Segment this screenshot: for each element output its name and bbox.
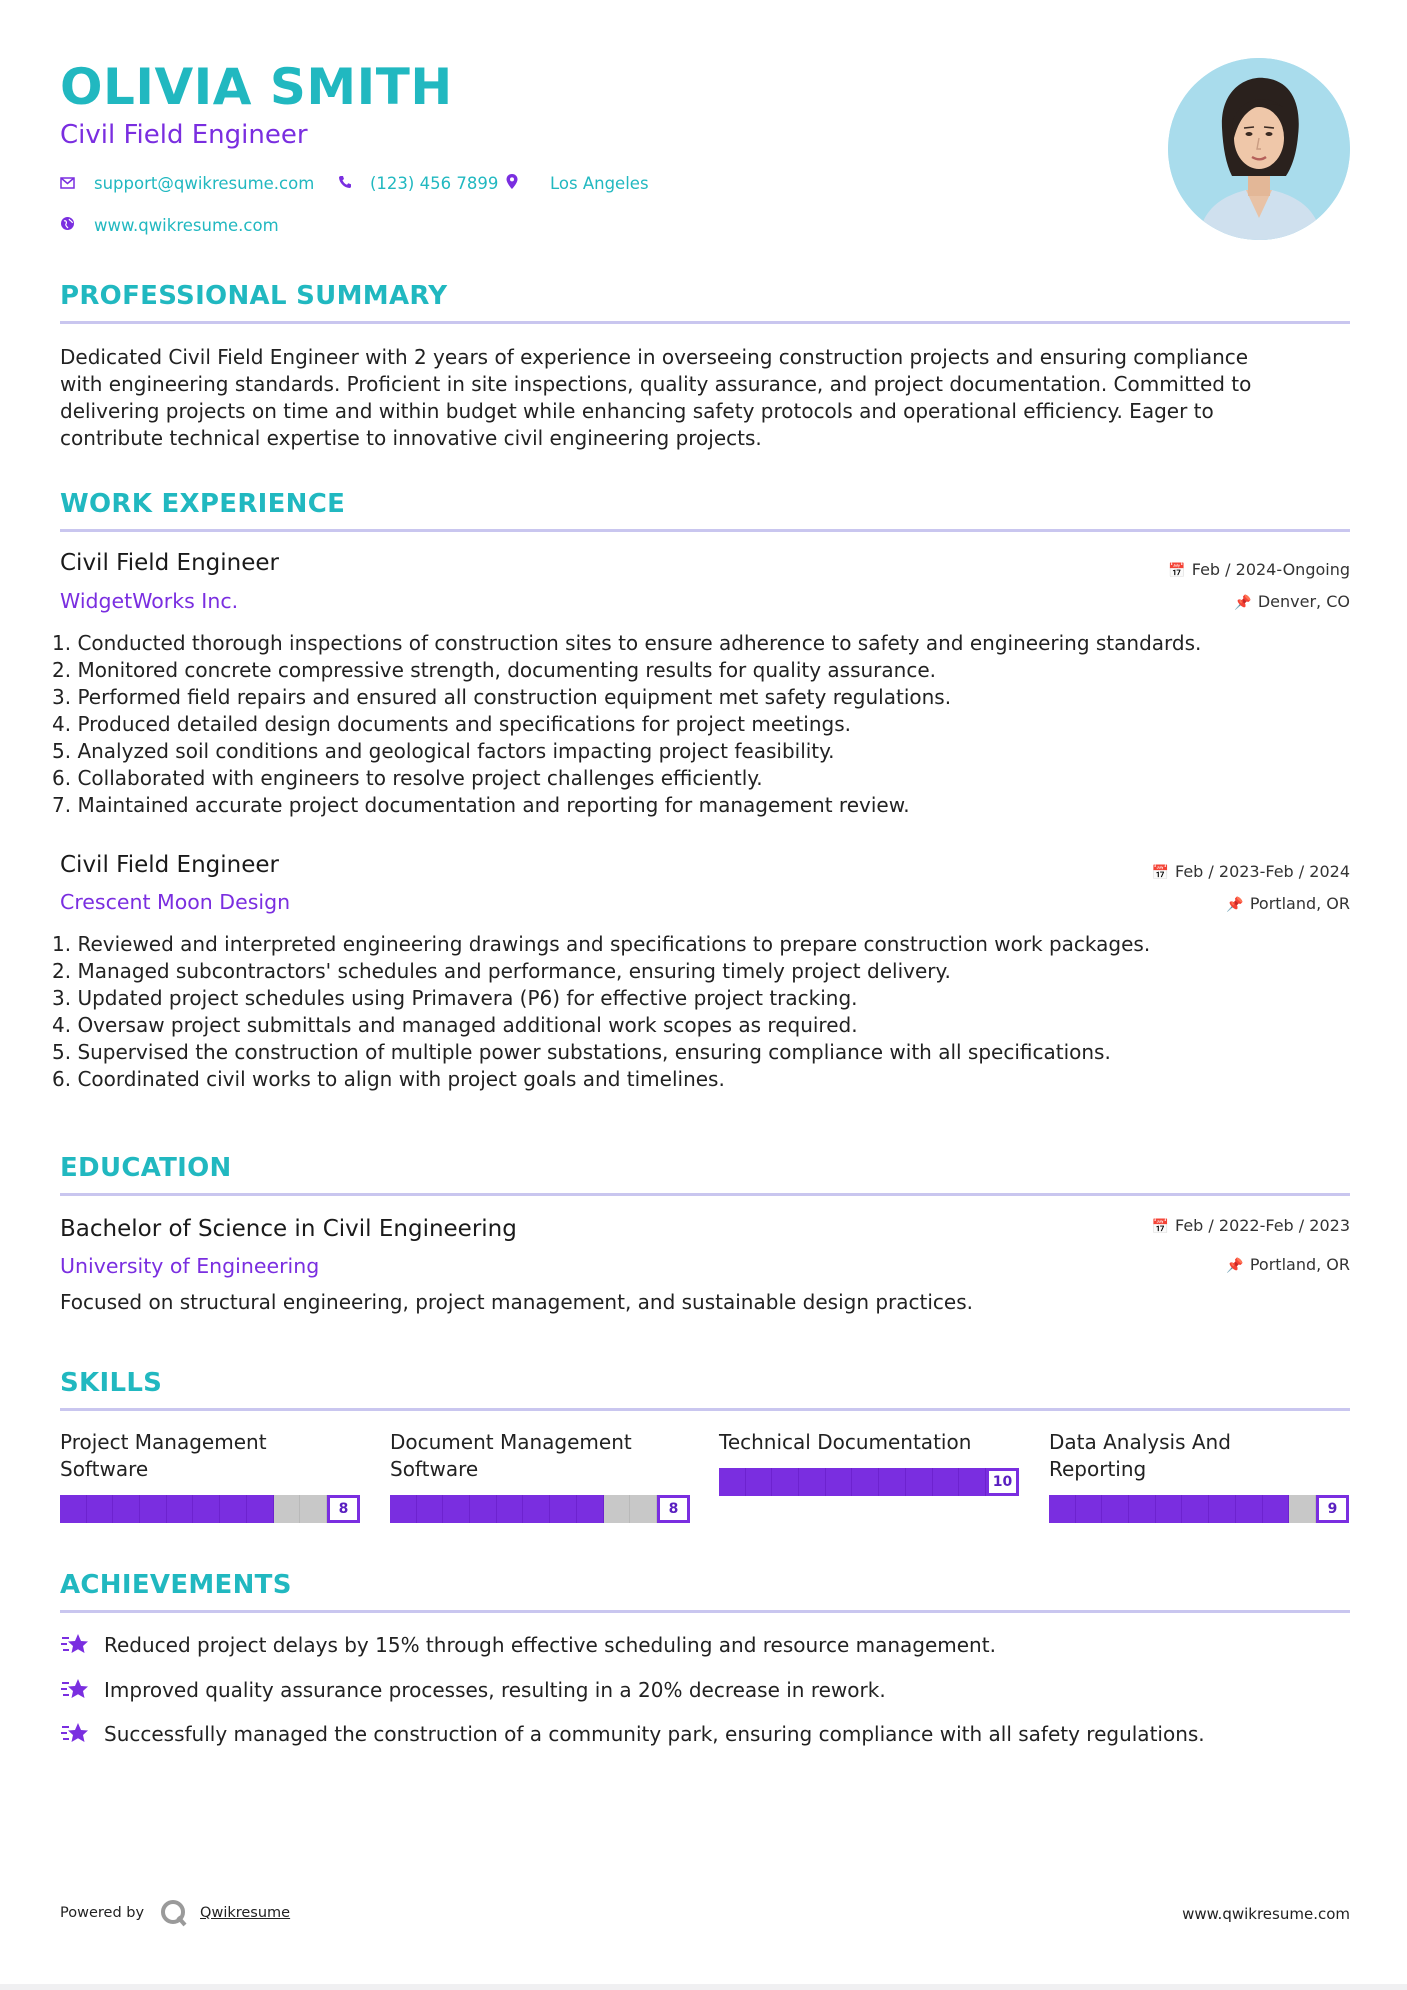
achievements-section	[60, 1570, 1350, 1613]
skill-segment-empty	[274, 1495, 301, 1523]
skill-item	[1049, 1429, 1349, 1517]
candidate-role: Civil Field Engineer	[60, 120, 308, 150]
skill-segment-filled	[140, 1495, 167, 1523]
job-location-text: Portland, OR	[1249, 894, 1350, 913]
skill-segment-filled	[826, 1468, 853, 1496]
degree-title: Bachelor of Science in Civil Engineering	[60, 1216, 517, 1242]
skill-segment-filled	[577, 1495, 604, 1523]
skill-name-line: Project Management	[60, 1430, 267, 1454]
skill-level-bar	[1049, 1495, 1349, 1523]
list-item: 6. Collaborated with engineers to resolve project challenges efficiently.	[52, 766, 763, 790]
star-icon	[60, 1632, 90, 1658]
contact-phone[interactable]	[338, 174, 498, 193]
education-description: Focused on structural engineering, project management, and sustainable design practices.	[60, 1290, 974, 1314]
education-dates	[1152, 1216, 1350, 1235]
achievement-item	[60, 1721, 1205, 1747]
skill-name-line: Software	[60, 1457, 149, 1481]
page-bottom-edge	[0, 1984, 1407, 1990]
skill-segment-filled	[417, 1495, 444, 1523]
achievement-item	[60, 1632, 996, 1658]
skill-name-line: Technical Documentation	[719, 1430, 972, 1454]
star-icon	[60, 1721, 90, 1747]
list-item: 4. Oversaw project submittals and managed additional work scopes as required.	[52, 1013, 858, 1037]
skill-segment-filled	[906, 1468, 933, 1496]
skill-level-badge: 9	[1316, 1495, 1349, 1523]
job-location-text: Denver, CO	[1257, 592, 1350, 611]
job-bullets	[52, 931, 1362, 1093]
skill-level-badge: 8	[327, 1495, 360, 1523]
skill-segment-filled	[193, 1495, 220, 1523]
skill-name-line: Document Management	[390, 1430, 632, 1454]
skill-segment-filled	[1236, 1495, 1263, 1523]
contact-location	[506, 174, 649, 193]
calendar-icon: 📅	[1151, 1219, 1169, 1235]
skill-segment-filled	[113, 1495, 140, 1523]
phone-text: (123) 456 7899	[370, 174, 499, 193]
list-item: 3. Performed field repairs and ensured all construction equipment met safety regulations.	[52, 685, 952, 709]
skill-segment-filled	[60, 1495, 87, 1523]
calendar-icon: 📅	[1168, 563, 1186, 579]
skill-level-badge: 8	[657, 1495, 690, 1523]
skill-segment-filled	[1209, 1495, 1236, 1523]
list-item: 5. Analyzed soil conditions and geological factors impacting project feasibility.	[52, 739, 835, 763]
experience-section	[60, 489, 1350, 532]
globe-icon	[60, 216, 80, 235]
skill-segment-filled	[470, 1495, 497, 1523]
summary-heading: PROFESSIONAL SUMMARY	[60, 281, 448, 311]
list-item: 3. Updated project schedules using Primavera (P6) for effective project tracking.	[52, 986, 858, 1010]
skill-segment-filled	[390, 1495, 417, 1523]
star-icon	[60, 1677, 90, 1703]
pushpin-icon: 📌	[1226, 1258, 1244, 1274]
pushpin-icon: 📌	[1226, 897, 1244, 913]
pushpin-icon: 📌	[1234, 595, 1252, 611]
education-heading: EDUCATION	[60, 1153, 232, 1183]
powered-by-label: Powered by	[60, 1905, 145, 1921]
skill-level-bar	[390, 1495, 690, 1523]
skill-segment-filled	[167, 1495, 194, 1523]
skill-segment-filled	[772, 1468, 799, 1496]
skill-segment-filled	[1263, 1495, 1290, 1523]
contact-email[interactable]	[60, 174, 314, 193]
school-name: University of Engineering	[60, 1254, 320, 1278]
experience-heading: WORK EXPERIENCE	[60, 489, 346, 519]
education-dates-text: Feb / 2022-Feb / 2023	[1175, 1216, 1350, 1235]
location-text: Los Angeles	[550, 174, 649, 193]
qwikresume-link[interactable]: Qwikresume	[200, 1905, 291, 1921]
job-location	[1226, 894, 1350, 913]
skill-segment-filled	[1182, 1495, 1209, 1523]
section-divider	[60, 321, 1350, 324]
skill-level-badge: 10	[986, 1468, 1019, 1496]
list-item: 2. Monitored concrete compressive strength, documenting results for quality assurance.	[52, 658, 936, 682]
skill-segment-filled	[1156, 1495, 1183, 1523]
envelope-icon	[60, 175, 80, 193]
job-location	[1234, 592, 1350, 611]
achievements-heading: ACHIEVEMENTS	[60, 1570, 292, 1600]
list-item: 2. Managed subcontractors' schedules and performance, ensuring timely project delivery.	[52, 959, 951, 983]
skill-segment-filled	[523, 1495, 550, 1523]
skill-segment-filled	[497, 1495, 524, 1523]
skill-segment-filled	[247, 1495, 274, 1523]
job-title: Civil Field Engineer	[60, 852, 279, 878]
map-pin-icon	[506, 174, 526, 193]
contact-website[interactable]	[60, 216, 279, 235]
achievement-text: Successfully managed the construction of a community park, ensuring compliance with all safety regulations.	[104, 1722, 1205, 1746]
job-company: WidgetWorks Inc.	[60, 589, 239, 613]
education-location	[1226, 1255, 1350, 1274]
education-section	[60, 1153, 1350, 1196]
summary-line: contribute technical expertise to innovative civil engineering projects.	[60, 426, 762, 450]
section-divider	[60, 529, 1350, 532]
footer-website[interactable]: www.qwikresume.com	[1182, 1905, 1350, 1923]
list-item: 1. Reviewed and interpreted engineering drawings and specifications to prepare construction work packages.	[52, 932, 1151, 956]
job-dates	[1168, 560, 1350, 579]
footer-powered-by	[60, 1898, 290, 1928]
skill-segment-filled	[443, 1495, 470, 1523]
skill-name-line: Reporting	[1049, 1457, 1147, 1481]
skill-segment-filled	[852, 1468, 879, 1496]
skill-segment-filled	[550, 1495, 577, 1523]
skill-name-line: Software	[390, 1457, 479, 1481]
skill-item	[390, 1429, 690, 1517]
skill-segment-filled	[1076, 1495, 1103, 1523]
section-divider	[60, 1193, 1350, 1196]
job-bullets	[52, 630, 1362, 819]
skill-segment-filled	[959, 1468, 986, 1496]
website-text: www.qwikresume.com	[94, 216, 279, 235]
skill-item	[60, 1429, 360, 1517]
summary-line: delivering projects on time and within budget while enhancing safety protocols and operational efficiency. Eager to	[60, 399, 1214, 423]
job-title: Civil Field Engineer	[60, 550, 279, 576]
skill-segment-filled	[220, 1495, 247, 1523]
skills-section	[60, 1368, 1350, 1411]
skill-segment-filled	[719, 1468, 746, 1496]
summary-text	[60, 344, 1360, 452]
job-dates-text: Feb / 2023-Feb / 2024	[1175, 862, 1350, 881]
profile-photo	[1168, 58, 1350, 240]
qwikresume-logo-icon	[158, 1898, 190, 1928]
job-company: Crescent Moon Design	[60, 890, 291, 914]
skill-segment-filled	[746, 1468, 773, 1496]
summary-section	[60, 281, 1350, 324]
skill-segment-empty	[1289, 1495, 1316, 1523]
achievement-text: Reduced project delays by 15% through effective scheduling and resource management.	[104, 1633, 996, 1657]
section-divider	[60, 1610, 1350, 1613]
skill-item	[719, 1429, 1019, 1490]
list-item: 4. Produced detailed design documents and specifications for project meetings.	[52, 712, 852, 736]
skills-heading: SKILLS	[60, 1368, 163, 1398]
skill-segment-empty	[300, 1495, 327, 1523]
education-location-text: Portland, OR	[1249, 1255, 1350, 1274]
email-text: support@qwikresume.com	[94, 174, 315, 193]
job-dates-text: Feb / 2024-Ongoing	[1191, 560, 1350, 579]
skill-name-line: Data Analysis And	[1049, 1430, 1231, 1454]
skill-segment-filled	[1102, 1495, 1129, 1523]
achievement-item	[60, 1677, 886, 1703]
list-item: 6. Coordinated civil works to align with project goals and timelines.	[52, 1067, 725, 1091]
achievement-text: Improved quality assurance processes, resulting in a 20% decrease in rework.	[104, 1678, 886, 1702]
job-dates	[1152, 862, 1350, 881]
summary-line: with engineering standards. Proficient in site inspections, quality assurance, and project documentation. Committed to	[60, 372, 1252, 396]
candidate-name: OLIVIA SMITH	[60, 58, 453, 116]
skill-segment-filled	[879, 1468, 906, 1496]
skill-segment-filled	[1129, 1495, 1156, 1523]
summary-line: Dedicated Civil Field Engineer with 2 years of experience in overseeing construction projects and ensuring compliance	[60, 345, 1249, 369]
skill-segment-filled	[799, 1468, 826, 1496]
skill-segment-empty	[630, 1495, 657, 1523]
skill-segment-filled	[1049, 1495, 1076, 1523]
list-item: 1. Conducted thorough inspections of construction sites to ensure adherence to safety and engineering standards.	[52, 631, 1202, 655]
list-item: 7. Maintained accurate project documentation and reporting for management review.	[52, 793, 910, 817]
skill-level-bar	[719, 1468, 1019, 1496]
skill-level-bar	[60, 1495, 360, 1523]
section-divider	[60, 1408, 1350, 1411]
calendar-icon: 📅	[1151, 865, 1169, 881]
list-item: 5. Supervised the construction of multiple power substations, ensuring compliance with all specifications.	[52, 1040, 1111, 1064]
skill-segment-filled	[933, 1468, 960, 1496]
phone-icon	[338, 175, 358, 193]
skill-segment-filled	[87, 1495, 114, 1523]
skill-segment-empty	[604, 1495, 631, 1523]
